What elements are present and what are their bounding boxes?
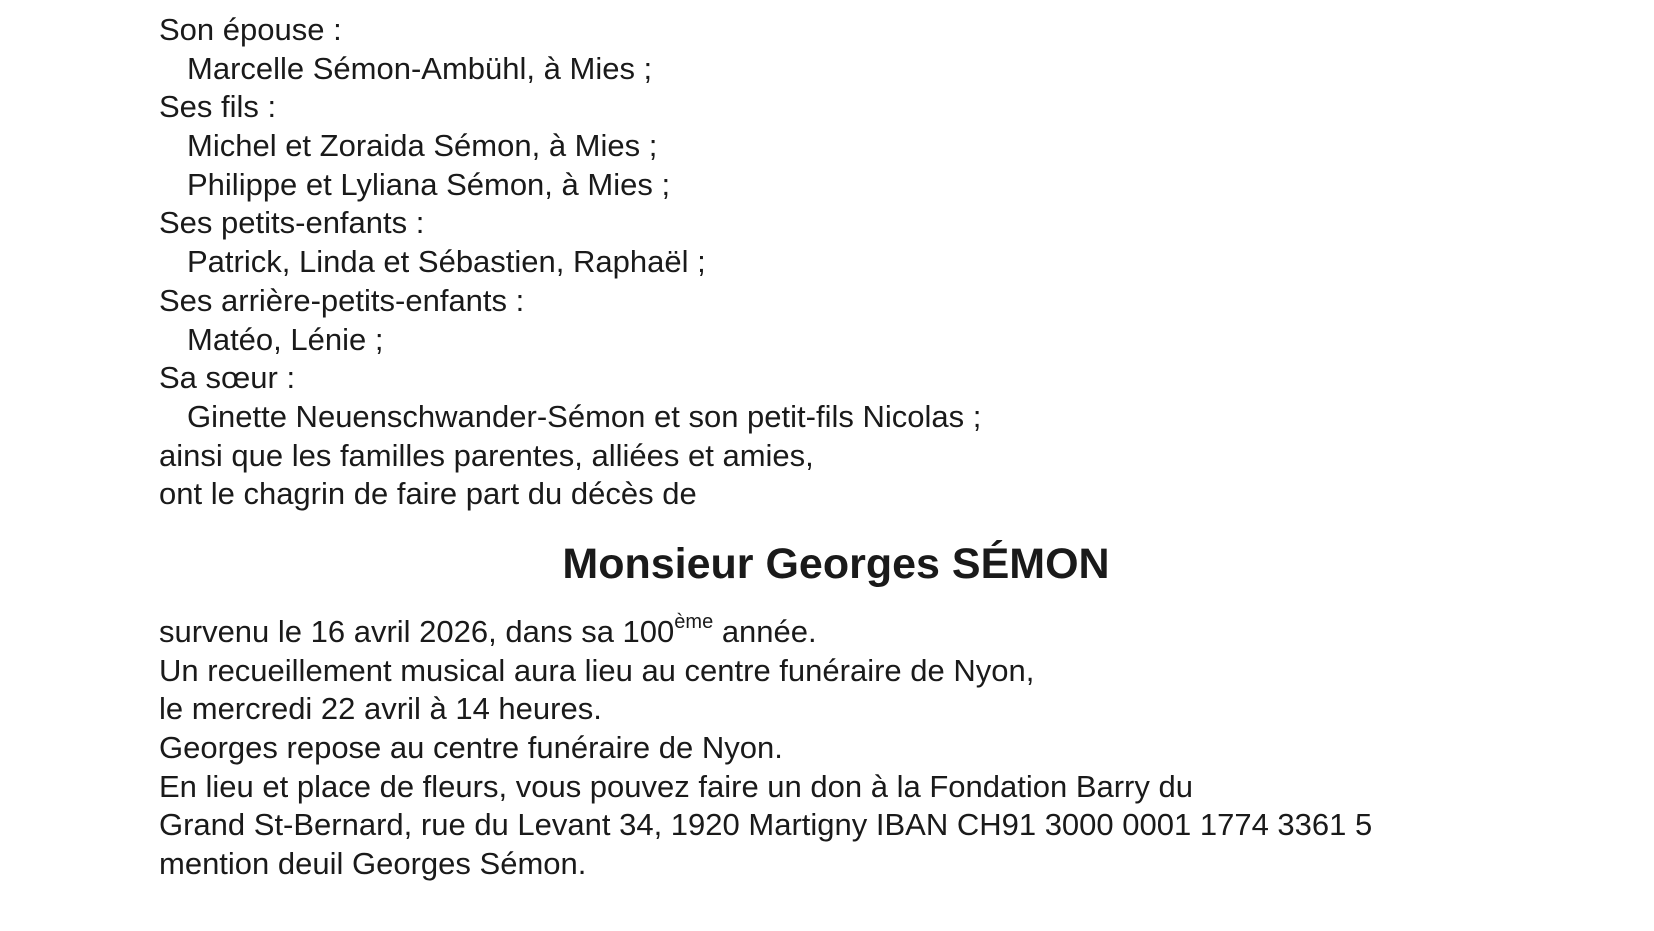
relation-label-sons: Ses fils : xyxy=(159,89,277,125)
obituary-notice xyxy=(159,11,1599,884)
death-date-suffix: année. xyxy=(713,613,817,649)
relation-member-son-2: Philippe et Lyliana Sémon, à Mies ; xyxy=(187,166,671,202)
donation-line-3: mention deuil Georges Sémon. xyxy=(159,846,587,882)
deceased-name: Monsieur Georges SÉMON xyxy=(562,539,1110,588)
relation-label-sister: Sa sœur : xyxy=(159,360,296,396)
relation-label-spouse: Son épouse : xyxy=(159,12,342,47)
death-date-line xyxy=(159,610,1599,652)
resting-place-line: Georges repose au centre funéraire de Nyon. xyxy=(159,730,783,765)
ceremony-date-line: le mercredi 22 avril à 14 heures. xyxy=(159,691,602,727)
intro-line-2: ont le chagrin de faire part du décès de xyxy=(159,476,697,512)
death-date-prefix: survenu le 16 avril 2026, dans sa 100 xyxy=(159,613,675,649)
relation-member-spouse: Marcelle Sémon-Ambühl, à Mies ; xyxy=(187,50,653,86)
relation-member-sister: Ginette Neuenschwander-Sémon et son petit-fils Nicolas ; xyxy=(187,398,982,434)
ceremony-line: Un recueillement musical aura lieu au centre funéraire de Nyon, xyxy=(159,652,1035,688)
donation-line-2: Grand St-Bernard, rue du Levant 34, 1920 Martigny IBAN CH91 3000 0001 1774 3361 5 xyxy=(159,807,1373,843)
donation-line-1: En lieu et place de fleurs, vous pouvez faire un don à la Fondation Barry du xyxy=(159,768,1193,804)
relation-member-grandchildren: Patrick, Linda et Sébastien, Raphaël ; xyxy=(187,244,706,280)
relation-label-great-grandchildren: Ses arrière-petits-enfants : xyxy=(159,282,525,318)
relation-member-great-grandchildren: Matéo, Lénie ; xyxy=(187,321,384,357)
intro-line-1: ainsi que les familles parentes, alliées et amies, xyxy=(159,437,814,473)
relation-member-son-1: Michel et Zoraida Sémon, à Mies ; xyxy=(187,128,658,164)
relation-label-grandchildren: Ses petits-enfants : xyxy=(159,205,425,241)
ordinal-suffix: ème xyxy=(674,610,714,633)
